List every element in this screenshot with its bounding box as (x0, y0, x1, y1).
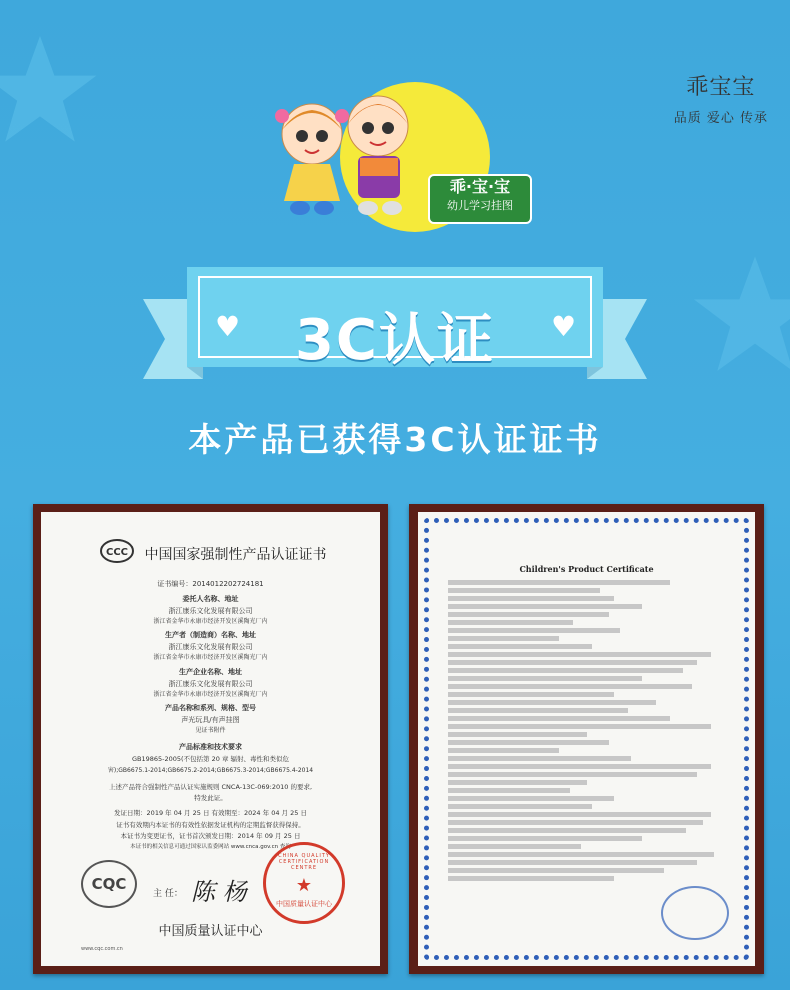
text-line (448, 748, 559, 753)
heart-left-icon: ♥ (215, 310, 241, 343)
query-note: 本证书的相关信息可通过国家认监委网站 www.cnca.gov.cn 查询 (130, 844, 291, 850)
text-line (448, 860, 697, 865)
text-line (448, 780, 587, 785)
childrens-product-certificate (418, 512, 755, 966)
text-line (448, 868, 664, 873)
section-value: 浙江省金华市永康市经济开发区溪陶光厂内 (153, 691, 268, 698)
text-line (448, 596, 614, 601)
text-line (448, 660, 697, 665)
section-value: GB19865-2005(不包括第 20 章 辐射、毒性和类似危 (131, 755, 290, 763)
footer-url: www.cqc.com.cn (81, 946, 123, 952)
svg-text:CCC: CCC (105, 547, 129, 558)
text-line (448, 836, 642, 841)
section-label: 委托人名称、地址 (182, 595, 239, 603)
text-line (448, 852, 714, 857)
text-line (448, 588, 600, 593)
cqc-logo (81, 860, 137, 908)
section-value: 浙江康乐文化发展有限公司 (168, 643, 253, 651)
issuing-center: 中国质量认证中心 (158, 924, 263, 939)
text-line (448, 668, 683, 673)
section-value: 浙江省金华市永康市经济开发区溪陶光厂内 (153, 654, 268, 661)
section-label: 生产企业名称、地址 (179, 668, 242, 676)
text-line (448, 844, 581, 849)
brand-name: 乖宝宝 (686, 75, 756, 100)
text-line (448, 724, 711, 729)
section-value: 浙江康乐文化发展有限公司 (168, 607, 253, 615)
text-line (448, 796, 614, 801)
change-note: 本证书为变更证书，证书首次颁发日期：2014 年 09 月 25 日 (120, 832, 301, 840)
text-line (448, 652, 711, 657)
text-line (448, 692, 614, 697)
text-line (448, 700, 656, 705)
stamp-seal (661, 886, 729, 940)
text-line (448, 876, 614, 881)
certificate-dates: 发证日期：2019 年 04 月 25 日 有效期至：2024 年 04 月 25 日 (114, 809, 307, 817)
section-value: 浙江省金华市永康市经济开发区溪陶光厂内 (153, 618, 268, 625)
text-line (448, 828, 686, 833)
kids-illustration-icon (260, 86, 430, 226)
certificate-title: Children's Product Certificate (519, 564, 654, 574)
text-line (448, 620, 573, 625)
logo-title: 乖·宝·宝 (449, 177, 511, 196)
certificate-body (448, 560, 725, 884)
section-label: 生产者（制造商）名称、地址 (165, 631, 256, 639)
ccc-certificate (41, 512, 380, 966)
official-seal: CHINA QUALITY CERTIFICATION CENTRE ★ 中国质量认证中心 (263, 842, 345, 924)
page-subtitle: 本产品已获得3C认证证书 (188, 420, 602, 459)
conformity-statement: 特发此证。 (194, 794, 227, 802)
text-line (448, 756, 631, 761)
product-logo (260, 82, 513, 232)
section-label: 产品名称和系列、规格、型号 (165, 704, 256, 712)
logo-subtitle: 幼儿学习挂图 (447, 199, 513, 212)
text-line (448, 684, 692, 689)
validity-note: 证书有效期内本证书的有效性依据发证机构的定期监督获得保持。 (116, 821, 305, 829)
seal-text: 中国质量认证中心 (276, 900, 332, 908)
cqc-logo-text: CQC (91, 875, 127, 893)
text-line (448, 708, 628, 713)
director-label: 主 任： (153, 889, 183, 899)
text-line (448, 812, 711, 817)
certificate-number: 证书编号：2014012202724181 (157, 580, 264, 588)
section-label: 产品标准和技术要求 (179, 743, 242, 751)
text-line (448, 612, 609, 617)
section-value: 声光玩具/有声挂图 (181, 716, 240, 724)
text-line (448, 644, 592, 649)
star-decoration-icon (0, 30, 100, 150)
text-line (448, 716, 670, 721)
text-line (448, 628, 620, 633)
heart-right-icon: ♥ (551, 310, 577, 343)
brand-block (674, 70, 768, 126)
text-line (448, 676, 642, 681)
text-line (448, 604, 642, 609)
text-line (448, 740, 609, 745)
text-line (448, 772, 697, 777)
text-line (448, 820, 703, 825)
text-line (448, 804, 592, 809)
text-line (448, 580, 670, 585)
text-line (448, 764, 711, 769)
banner-title: 3C认证 (294, 308, 496, 373)
section-value: 浙江康乐文化发展有限公司 (168, 680, 253, 688)
section-value: 害);GB6675.1-2014;GB6675.2-2014;GB6675.3-2014;GB6675.4-2014 (107, 767, 314, 774)
logo-label (428, 174, 532, 224)
section-note: 见证书附件 (195, 727, 226, 734)
brand-tagline: 品质 爱心 传承 (673, 111, 768, 126)
conformity-statement: 上述产品符合强制性产品认证实施规则 CNCA-13C-069:2010 的要求, (108, 783, 313, 791)
seal-english: CHINA QUALITY CERTIFICATION CENTRE (278, 853, 330, 871)
text-line (448, 732, 587, 737)
text-line (448, 636, 559, 641)
text-line (448, 788, 570, 793)
certificate-title: 中国国家强制性产品认证证书 (144, 547, 327, 563)
director-signature: 陈 杨 (191, 878, 247, 906)
